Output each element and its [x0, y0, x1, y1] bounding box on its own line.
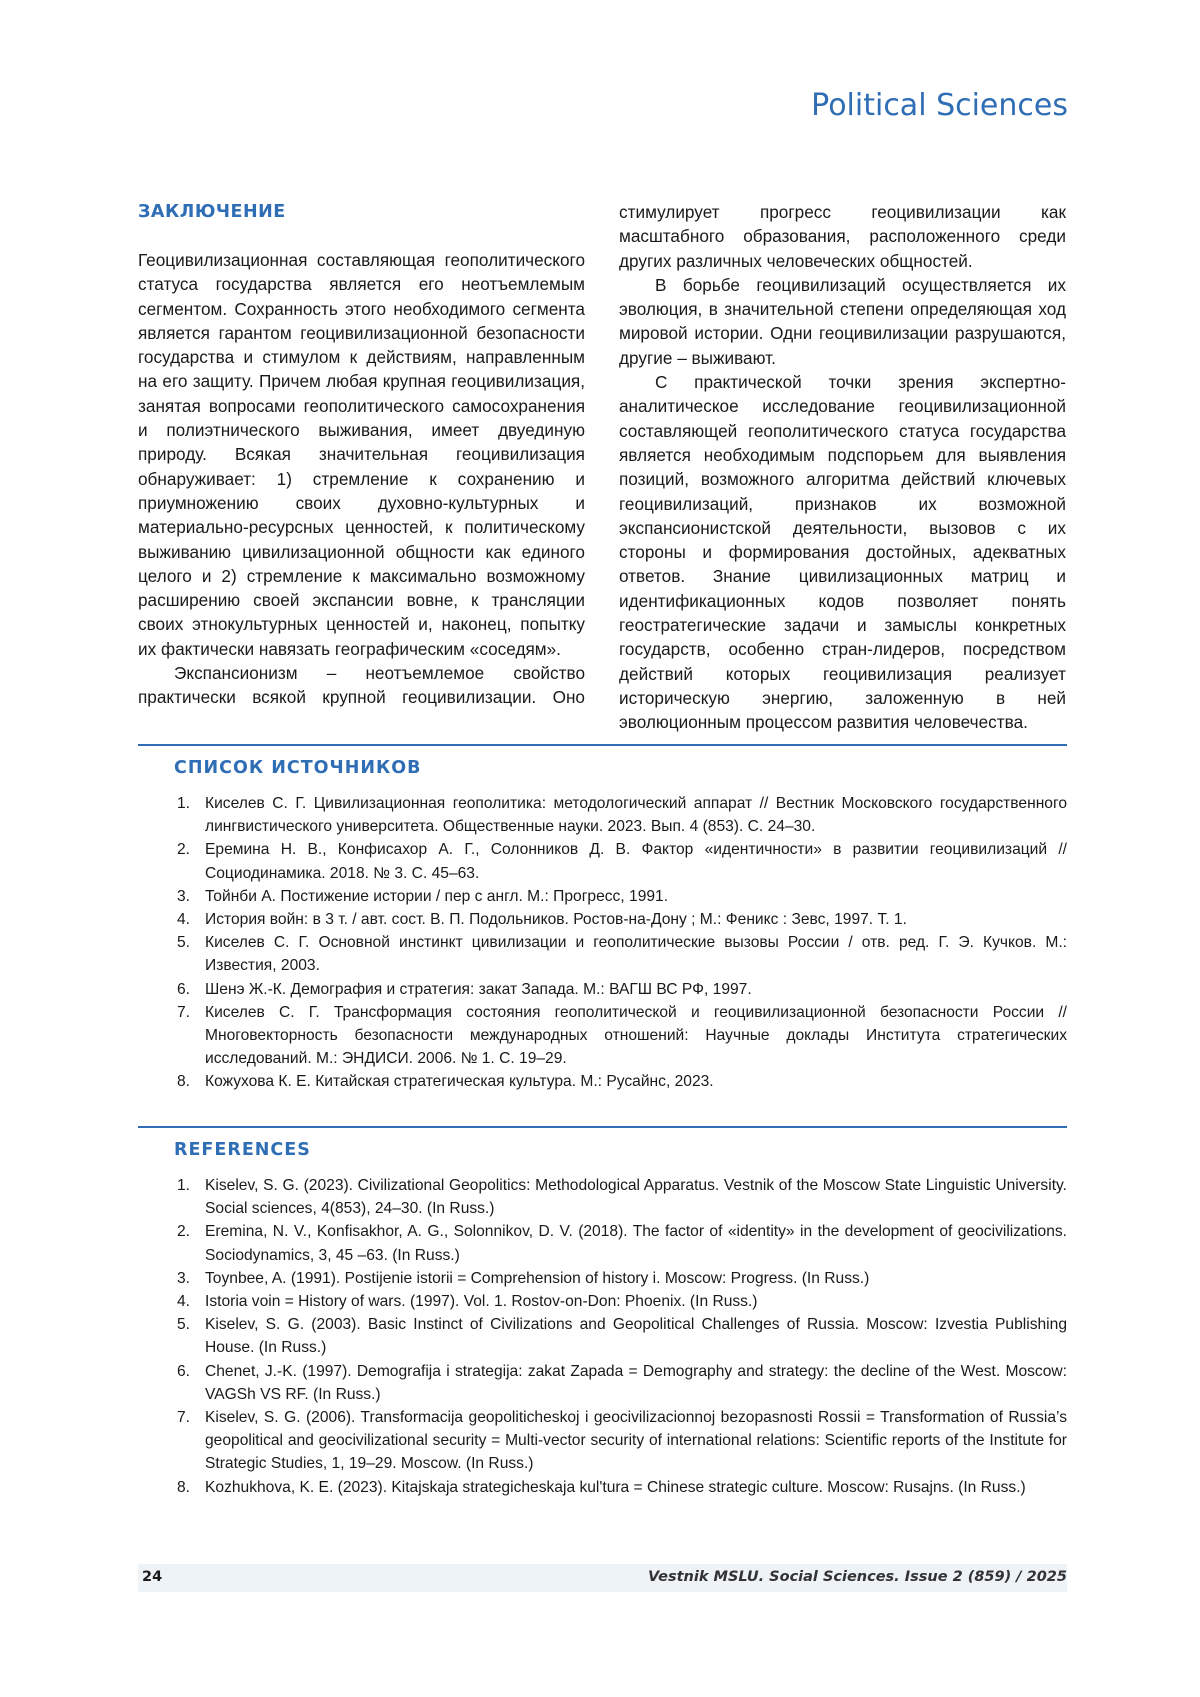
references-divider	[138, 1126, 1067, 1128]
reference-item: 2. Eremina, N. V., Konfisakhor, A. G., Solonnikov, D. V. (2018). The factor of «identity» in the development of geocivilizations. Sociodynamics, 3, 45 –63. (In Russ.)	[138, 1220, 1067, 1266]
conclusion-left-column	[138, 200, 585, 710]
reference-item: 8. Kozhukhova, K. E. (2023). Kitajskaja strategicheskaja kul'tura = Chinese strategic culture. Moscow: Rusajns. (In Russ.)	[138, 1476, 1067, 1499]
source-item: 4. История войн: в 3 т. / авт. сост. В. П. Подольников. Ростов-на-Дону ; М.: Феникс : Зевс, 1997. Т. 1.	[138, 908, 1067, 931]
source-item: 2. Еремина Н. В., Конфисахор А. Г., Солонников Д. В. Фактор «идентичности» в развитии геоцивилизаций // Социодинамика. 2018. № 3. С. 45–63.	[138, 838, 1067, 884]
reference-item: 3. Toynbee, A. (1991). Postijenie istorii = Comprehension of history i. Moscow: Progress. (In Russ.)	[138, 1267, 1067, 1290]
conclusion-paragraph-1: Геоцивилизационная составляющая геополитического статуса государства является его неотъемлемым сегментом. Сохранность этого необходимого сегмента является гарантом геоцивилизационной безопасности государства и стимулом к действиям, направленным на его защиту. Причем любая крупная геоцивилизация, занятая вопросами геополитического самосохранения и полиэтнического выживания, имеет двуединую природу. Всякая значительная геоцивилизация обнаруживает: 1) стремление к сохранению и приумножению своих духовно-культурных и материально-ресурсных ценностей, к политическому выживанию цивилизационной общности как единого целого и 2) стремление к максимально возможному расширению своей экспансии вовне, к трансляции своих этнокультурных ценностей и, наконец, попытку их фактически навязать географическим «соседям».	[138, 248, 585, 661]
conclusion-right-column	[619, 200, 1066, 735]
reference-item: 5. Kiselev, S. G. (2003). Basic Instinct of Civilizations and Geopolitical Challenges of Russia. Moscow: Izvestia Publishing House. (In Russ.)	[138, 1313, 1067, 1359]
conclusion-heading: ЗАКЛЮЧЕНИЕ	[138, 200, 585, 224]
page-footer	[138, 1564, 1067, 1592]
conclusion-paragraph-2-continued: стимулирует прогресс геоцивилизации как масштабного образования, расположенного среди других различных человеческих общностей.	[619, 200, 1066, 273]
reference-item: 6. Chenet, J.-K. (1997). Demografija i strategija: zakat Zapada = Demography and strategy: the decline of the West. Moscow: VAGSh VS RF. (In Russ.)	[138, 1360, 1067, 1406]
source-item: 8. Кожухова К. Е. Китайская стратегическая культура. М.: Русайнс, 2023.	[138, 1070, 1067, 1093]
conclusion-paragraph-3: В борьбе геоцивилизаций осуществляется их эволюция, в значительной степени определяющая ход мировой истории. Одни геоцивилизации разрушаются, другие – выживают.	[619, 273, 1066, 370]
page-number: 24	[142, 1569, 162, 1585]
sources-list	[138, 756, 1067, 1094]
reference-item: 4. Istoria voin = History of wars. (1997). Vol. 1. Rostov-on-Don: Phoenix. (In Russ.)	[138, 1290, 1067, 1313]
sources-items	[138, 792, 1067, 1094]
references-heading: REFERENCES	[174, 1138, 1067, 1162]
source-item: 7. Киселев С. Г. Трансформация состояния геополитической и геоцивилизационной безопасности России // Многовекторность безопасности международных отношений: Научные доклады Института стратегических исследований. М.: ЭНДИСИ. 2006. № 1. С. 19–29.	[138, 1001, 1067, 1071]
journal-citation: Vestnik MSLU. Social Sciences. Issue 2 (859) / 2025	[648, 1569, 1067, 1585]
references-list	[138, 1138, 1067, 1499]
sources-heading: СПИСОК ИСТОЧНИКОВ	[174, 756, 1067, 780]
references-items	[138, 1174, 1067, 1499]
sources-divider	[138, 744, 1067, 746]
conclusion-paragraph-2: Экспансионизм – неотъемлемое свойство практически всякой крупной геоцивилизации. Оно	[138, 661, 585, 710]
source-item: 5. Киселев С. Г. Основной инстинкт цивилизации и геополитические вызовы России / отв. ред. Г. Э. Кучков. М.: Известия, 2003.	[138, 931, 1067, 977]
source-item: 3. Тойнби А. Постижение истории / пер с англ. М.: Прогресс, 1991.	[138, 885, 1067, 908]
source-item: 6. Шенэ Ж.-К. Демография и стратегия: закат Запада. М.: ВАГШ ВС РФ, 1997.	[138, 978, 1067, 1001]
running-head-title: Political Sciences	[811, 88, 1068, 123]
reference-item: 7. Kiselev, S. G. (2006). Transformacija geopoliticheskoj i geocivilizacionnoj bezopasnosti Rossii = Transformation of Russia’s geopolitical and geocivilizational security = Multi-vector security of international relations: Scientific reports of the Institute for Strategic Studies, 1, 19–29. Moscow. (In Russ.)	[138, 1406, 1067, 1476]
reference-item: 1. Kiselev, S. G. (2023). Civilizational Geopolitics: Methodological Apparatus. Vestnik of the Moscow State Linguistic University. Social sciences, 4(853), 24–30. (In Russ.)	[138, 1174, 1067, 1220]
conclusion-paragraph-4: С практической точки зрения экспертно-аналитическое исследование геоцивилизационной составляющей геополитического статуса государства является необходимым подспорьем для выявления позиций, возможного алгоритма действий ключевых геоцивилизаций, признаков их возможной экспансионистской деятельности, вызовов с их стороны и формирования достойных, адекватных ответов. Знание цивилизационных матриц и идентификационных кодов позволяет понять геостратегические задачи и замыслы конкретных государств, особенно стран-лидеров, посредством действий которых геоцивилизация реализует историческую энергию, заложенную в ней эволюционным процессом развития человечества.	[619, 370, 1066, 734]
source-item: 1. Киселев С. Г. Цивилизационная геополитика: методологический аппарат // Вестник Московского государственного лингвистического университета. Общественные науки. 2023. Вып. 4 (853). С. 24–30.	[138, 792, 1067, 838]
